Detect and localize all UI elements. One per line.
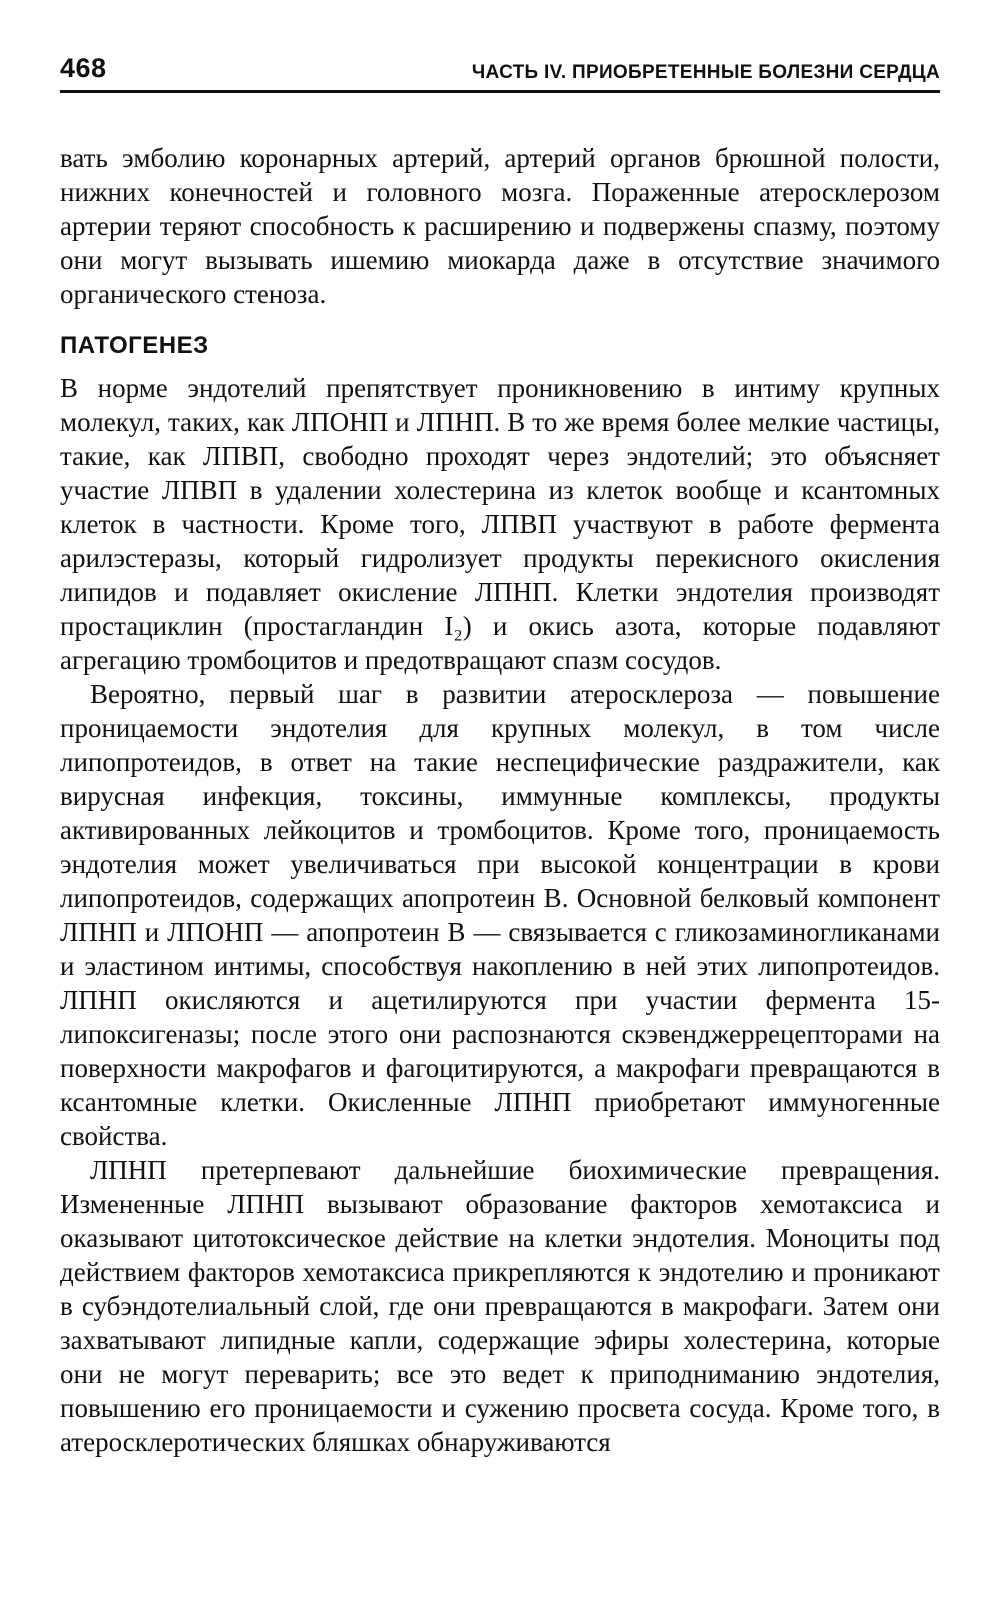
page-number: 468 <box>60 53 107 83</box>
book-page <box>60 38 940 1459</box>
paragraph-3: ЛПНП претерпевают дальнейшие биохимические превращения. Измененные ЛПНП вызывают образование факторов хемотаксиса и оказывают цитотоксическое действие на клетки эндотелия. Моноциты под действием факторов хемотаксиса прикрепляются к эндотелию и проникают в субэндотелиальный слой, где они превращаются в макрофаги. Затем они захватывают липидные капли, содержащие эфиры холестерина, которые они не могут переварить; все это ведет к приподниманию эндотелия, повышению его проницаемости и сужению просвета сосуда. Кроме того, в атеросклеротических бляшках обнаруживаются <box>60 1155 940 1457</box>
paragraph-2: Вероятно, первый шаг в развитии атеросклероза — повышение проницаемости эндотелия для крупных молекул, в том числе липопротеидов, в ответ на такие неспецифические раздражители, как вирусная инфекция, токсины, иммунные комплексы, продукты активированных лейкоцитов и тромбоцитов. Кроме того, проницаемость эндотелия может увеличиваться при высокой концентрации в крови липопротеидов, содержащих апопротеин B. Основной белковый компонент ЛПНП и ЛПОНП — апопротеин B — связывается с гликозаминогликанами и эластином интимы, способствуя накоплению в ней этих липопротеидов. ЛПНП окисляются и ацетилируются при участии фермента 15-липоксигеназы; после этого они распознаются скэвенджеррецепторами на поверхности макрофагов и фагоцитируются, а макрофаги превращаются в ксантомные клетки. Окисленные ЛПНП приобретают иммуногенные свойства. <box>60 679 940 1151</box>
chapter-header-title: ЧАСТЬ IV. ПРИОБРЕТЕННЫЕ БОЛЕЗНИ СЕРДЦА <box>471 62 940 83</box>
body-text <box>60 141 940 1459</box>
paragraph-1: В норме эндотелий препятствует проникновению в интиму крупных молекул, таких, как ЛПОНП и ЛПНП. В то же время более мелкие частицы, такие, как ЛПВП, свободно проходят через эндотелий; это объясняет участие ЛПВП в удалении холестерина из клеток вообще и ксантомных клеток в частности. Кроме того, ЛПВП участвуют в работе фермента арилэстеразы, который гидролизует продукты перекисного окисления липидов и подавляет окисление ЛПНП. Клетки эндотелия производят простациклин (простагландин I₂) и окись азота, которые подавляют агрегацию тромбоцитов и предотвращают спазм сосудов. <box>60 373 940 675</box>
continuation-paragraph: вать эмболию коронарных артерий, артерий органов брюшной полости, нижних конечностей и головного мозга. Пораженные атеросклерозом артерии теряют способность к расширению и подвержены спазму, поэтому они могут вызывать ишемию миокарда даже в отсутствие значимого органического стеноза. <box>60 143 940 309</box>
section-heading: ПАТОГЕНЕЗ <box>60 332 209 359</box>
running-header <box>60 38 940 93</box>
